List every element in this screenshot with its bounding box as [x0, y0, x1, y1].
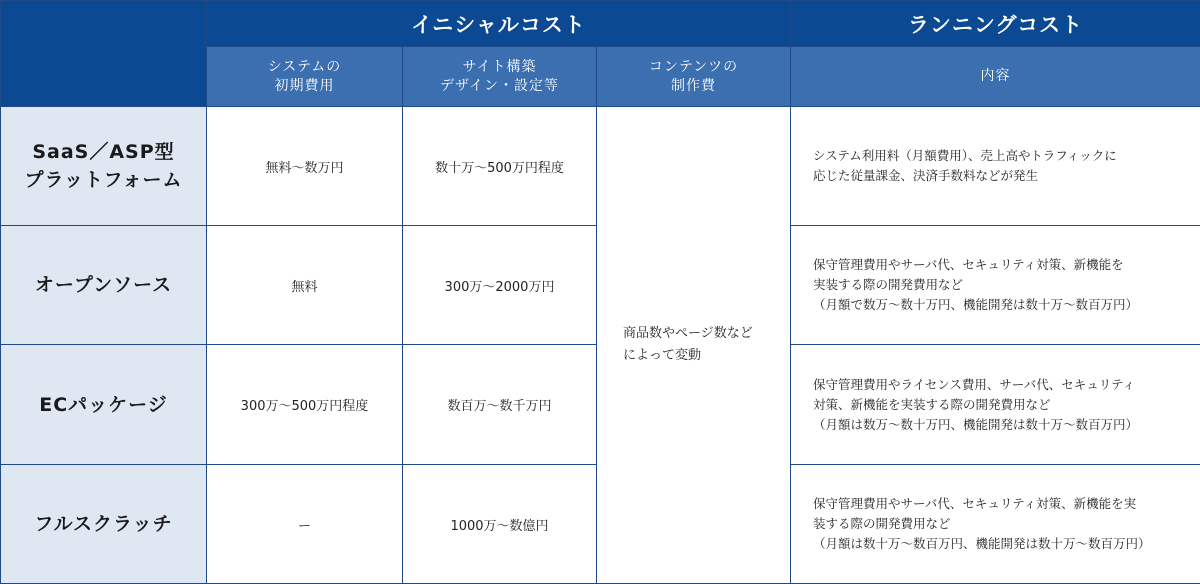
corner-cell [1, 1, 207, 107]
running-line: システム利用料（月額費用）、売上高やトラフィックに [813, 146, 1188, 166]
row-title-line: プラットフォーム [1, 166, 206, 194]
running-line: 実装する際の開発費用など [813, 275, 1188, 295]
site-build-cost: 数十万〜500万円程度 [403, 107, 597, 226]
running-line: （月額で数万〜数十万円、機能開発は数十万〜数百万円） [813, 295, 1188, 315]
content-production-header [597, 47, 791, 107]
content-production-header-line: コンテンツの [597, 58, 790, 77]
header-row-1 [1, 1, 1200, 47]
site-build-header [403, 47, 597, 107]
running-cost-details [791, 107, 1200, 226]
system-initial-cost: 無料 [207, 226, 403, 345]
table-row-saas [1, 107, 1200, 226]
running-line: 保守管理費用やサーバ代、セキュリティ対策、新機能を実 [813, 494, 1188, 514]
contents-header: 内容 [791, 47, 1200, 107]
site-build-header-line: サイト構築 [403, 58, 596, 77]
content-production-header-line: 制作費 [597, 77, 790, 96]
row-title-line: ECパッケージ [1, 391, 206, 419]
content-production-cost [597, 107, 791, 584]
running-cost-details [791, 345, 1200, 465]
system-initial-header-line: 初期費用 [207, 77, 402, 96]
system-initial-cost: 無料〜数万円 [207, 107, 403, 226]
site-build-cost: 300万〜2000万円 [403, 226, 597, 345]
content-production-line: によって変動 [623, 345, 790, 367]
row-title-line: SaaS／ASP型 [1, 138, 206, 166]
running-line: 保守管理費用やサーバ代、セキュリティ対策、新機能を [813, 255, 1188, 275]
running-line: 対策、新機能を実装する際の開発費用など [813, 395, 1188, 415]
row-title-full-scratch [1, 465, 207, 584]
running-line: （月額は数十万〜数百万円、機能開発は数十万〜数百万円） [813, 534, 1188, 554]
site-build-header-line: デザイン・設定等 [403, 77, 596, 96]
running-cost-details [791, 226, 1200, 345]
running-line: 装する際の開発費用など [813, 514, 1188, 534]
site-build-cost: 1000万〜数億円 [403, 465, 597, 584]
row-title-ec-package [1, 345, 207, 465]
row-title-line: オープンソース [1, 271, 206, 299]
system-initial-cost: ー [207, 465, 403, 584]
system-initial-header-line: システムの [207, 58, 402, 77]
running-cost-header: ランニングコスト [791, 1, 1200, 47]
content-production-line: 商品数やページ数など [623, 323, 790, 345]
running-cost-details [791, 465, 1200, 584]
site-build-cost: 数百万〜数千万円 [403, 345, 597, 465]
row-title-saas [1, 107, 207, 226]
running-line: 応じた従量課金、決済手数料などが発生 [813, 166, 1188, 186]
initial-cost-header: イニシャルコスト [207, 1, 791, 47]
row-title-open-source [1, 226, 207, 345]
system-initial-header [207, 47, 403, 107]
row-title-line: フルスクラッチ [1, 510, 206, 538]
running-line: 保守管理費用やライセンス費用、サーバ代、セキュリティ [813, 375, 1188, 395]
running-line: （月額は数万〜数十万円、機能開発は数十万〜数百万円） [813, 415, 1188, 435]
system-initial-cost: 300万〜500万円程度 [207, 345, 403, 465]
